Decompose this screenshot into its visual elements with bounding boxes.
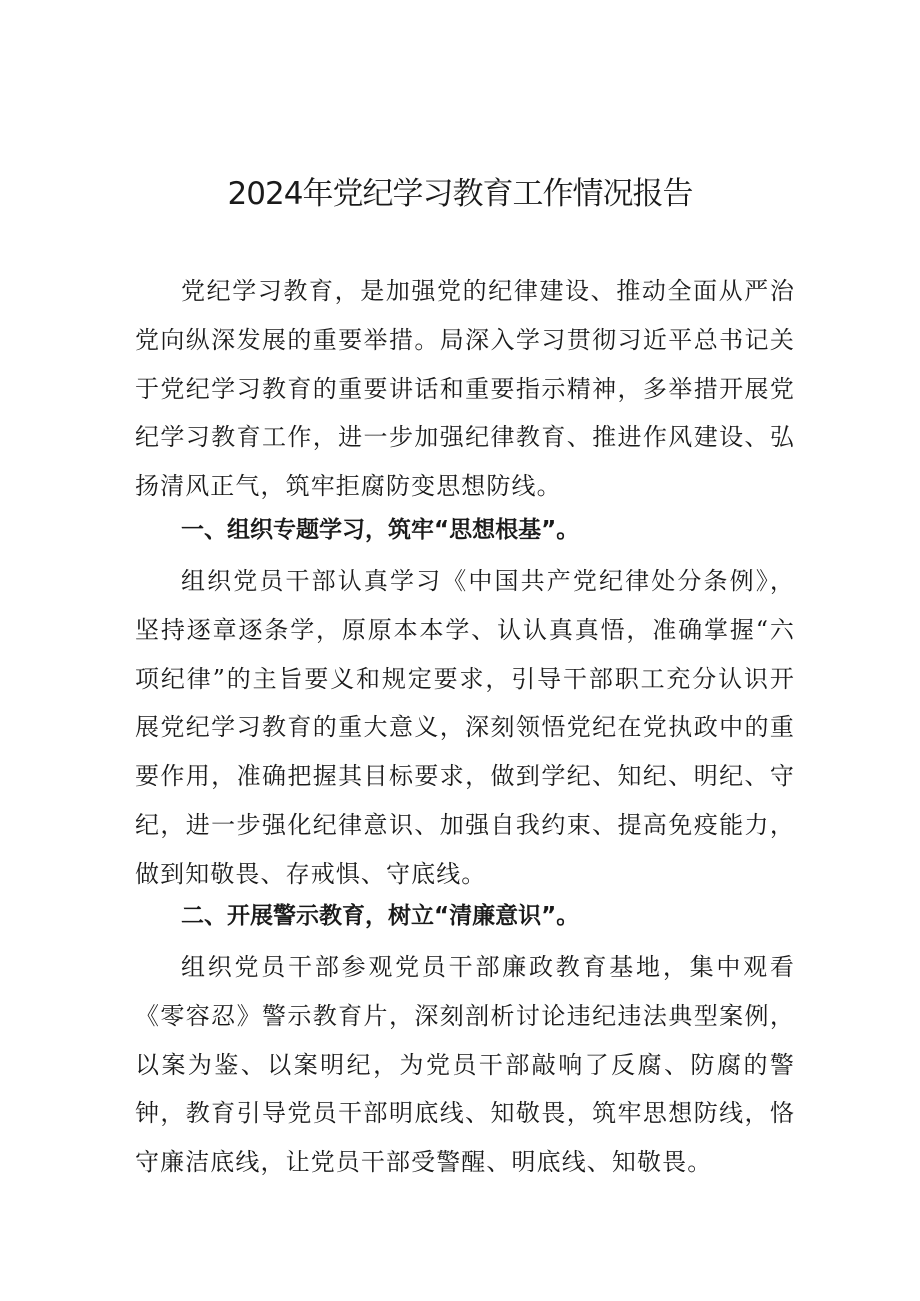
section-1-heading: 一、组织专题学习，筑牢“思想根基”。 — [181, 517, 580, 543]
section-2-body: 组织党员干部参观党员干部廉政教育基地，集中观看《零容忍》警示教育片，深刻剖析讨论违纪违法典型案例，以案为鉴、以案明纪，为党员干部敲响了反腐、防腐的警钟，教育引导党员干部明底线、知敬畏，筑牢思想防线，恪守廉洁底线，让党员干部受警醒、明底线、知敬畏。 — [135, 953, 795, 1177]
document-title: 2024年党纪学习教育工作情况报告 — [227, 176, 693, 212]
section-1-body: 组织党员干部认真学习《中国共产党纪律处分条例》，坚持逐章逐条学，原原本本学、认认真真悟，准确掌握“六项纪律”的主旨要义和规定要求，引导干部职工充分认识开展党纪学习教育的重大意义，深刻领悟党纪在党执政中的重要作用，准确把握其目标要求，做到学纪、知纪、明纪、守纪，进一步强化纪律意识、加强自我约束、提高免疫能力，做到知敬畏、存戒惧、守底线。 — [135, 567, 795, 888]
section-2-heading: 二、开展警示教育，树立“清廉意识”。 — [181, 903, 580, 929]
intro-paragraph: 党纪学习教育，是加强党的纪律建设、推动全面从严治党向纵深发展的重要举措。局深入学习贯彻习近平总书记关于党纪学习教育的重要讲话和重要指示精神，多举措开展党纪学习教育工作，进一步加强纪律教育、推进作风建设、弘扬清风正气，筑牢拒腐防变思想防线。 — [135, 277, 795, 501]
